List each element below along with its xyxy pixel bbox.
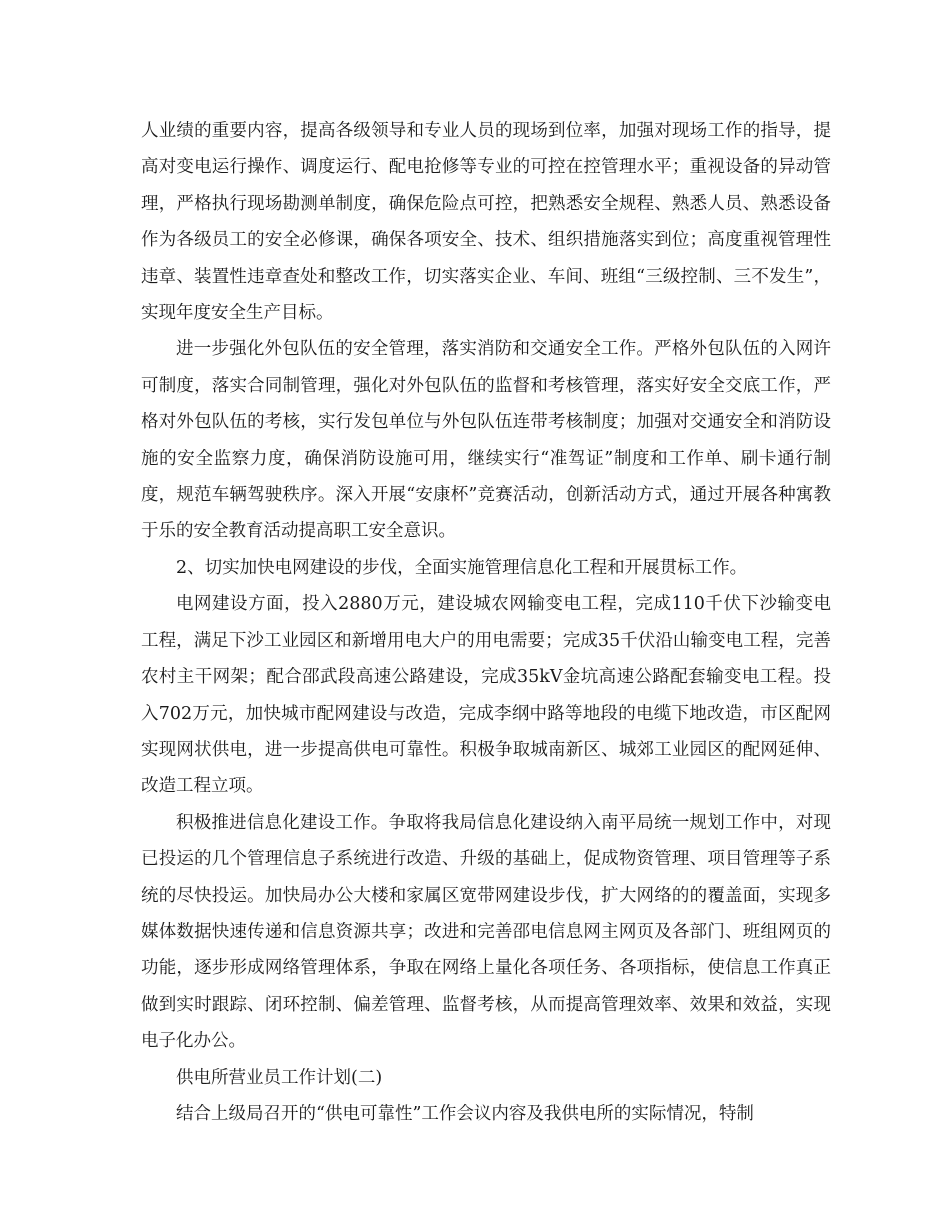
paragraph-7: 结合上级局召开的“供电可靠性”工作会议内容及我供电所的实际情况，特制 <box>176 1103 754 1124</box>
paragraph-3-heading: 2、切实加快电网建设的步伐，全面实施管理信息化工程和开展贯标工作。 <box>176 557 748 578</box>
paragraph-4: 电网建设方面，投入2880万元，建设城农网输变电工程，完成110千伏下沙输变电工程，满足下沙工业园区和新增用电大户的用电需要；完成35千伏沿山输变电工程，完善农村主干网架；配合邵武段高速公路建设，完成35kV金坑高速公路配套输变电工程。投入702万元，加快城市配网建设与改造，完成李纲中路等地段的电缆下地改造，市区配网实现网状供电，进一步提高供电可靠性。积极争取城南新区、城郊工业园区的配网延伸、改造工程立项。 <box>141 594 831 797</box>
section-title: 供电所营业员工作计划(二) <box>176 1067 383 1088</box>
paragraph-2: 进一步强化外包队伍的安全管理，落实消防和交通安全工作。严格外包队伍的入网许可制度，落实合同制管理，强化对外包队伍的监督和考核管理，落实好安全交底工作，严格对外包队伍的考核，实行发包单位与外包队伍连带考核制度；加强对交通安全和消防设施的安全监察力度，确保消防设施可用，继续实行“准驾证”制度和工作单、刷卡通行制度，规范车辆驾驶秩序。深入开展“安康杯”竞赛活动，创新活动方式，通过开展各种寓教于乐的安全教育活动提高职工安全意识。 <box>141 339 831 542</box>
paragraph-1: 人业绩的重要内容，提高各级领导和专业人员的现场到位率，加强对现场工作的指导，提高对变电运行操作、调度运行、配电抢修等专业的可控在控管理水平；重视设备的异动管理，严格执行现场勘测单制度，确保危险点可控，把熟悉安全规程、熟悉人员、熟悉设备作为各级员工的安全必修课，确保各项安全、技术、组织措施落实到位；高度重视管理性违章、装置性违章查处和整改工作，切实落实企业、车间、班组“三级控制、三不发生”，实现年度安全生产目标。 <box>141 121 831 324</box>
paragraph-5: 积极推进信息化建设工作。争取将我局信息化建设纳入南平局统一规划工作中，对现已投运的几个管理信息子系统进行改造、升级的基础上，促成物资管理、项目管理等子系统的尽快投运。加快局办公大楼和家属区宽带网建设步伐，扩大网络的的覆盖面，实现多媒体数据快速传递和信息资源共享；改进和完善邵电信息网主网页及各部门、班组网页的功能，逐步形成网络管理体系，争取在网络上量化各项任务、各项指标，使信息工作真正做到实时跟踪、闭环控制、偏差管理、监督考核，从而提高管理效率、效果和效益，实现电子化办公。 <box>141 812 831 1052</box>
document-body <box>141 113 831 1132</box>
